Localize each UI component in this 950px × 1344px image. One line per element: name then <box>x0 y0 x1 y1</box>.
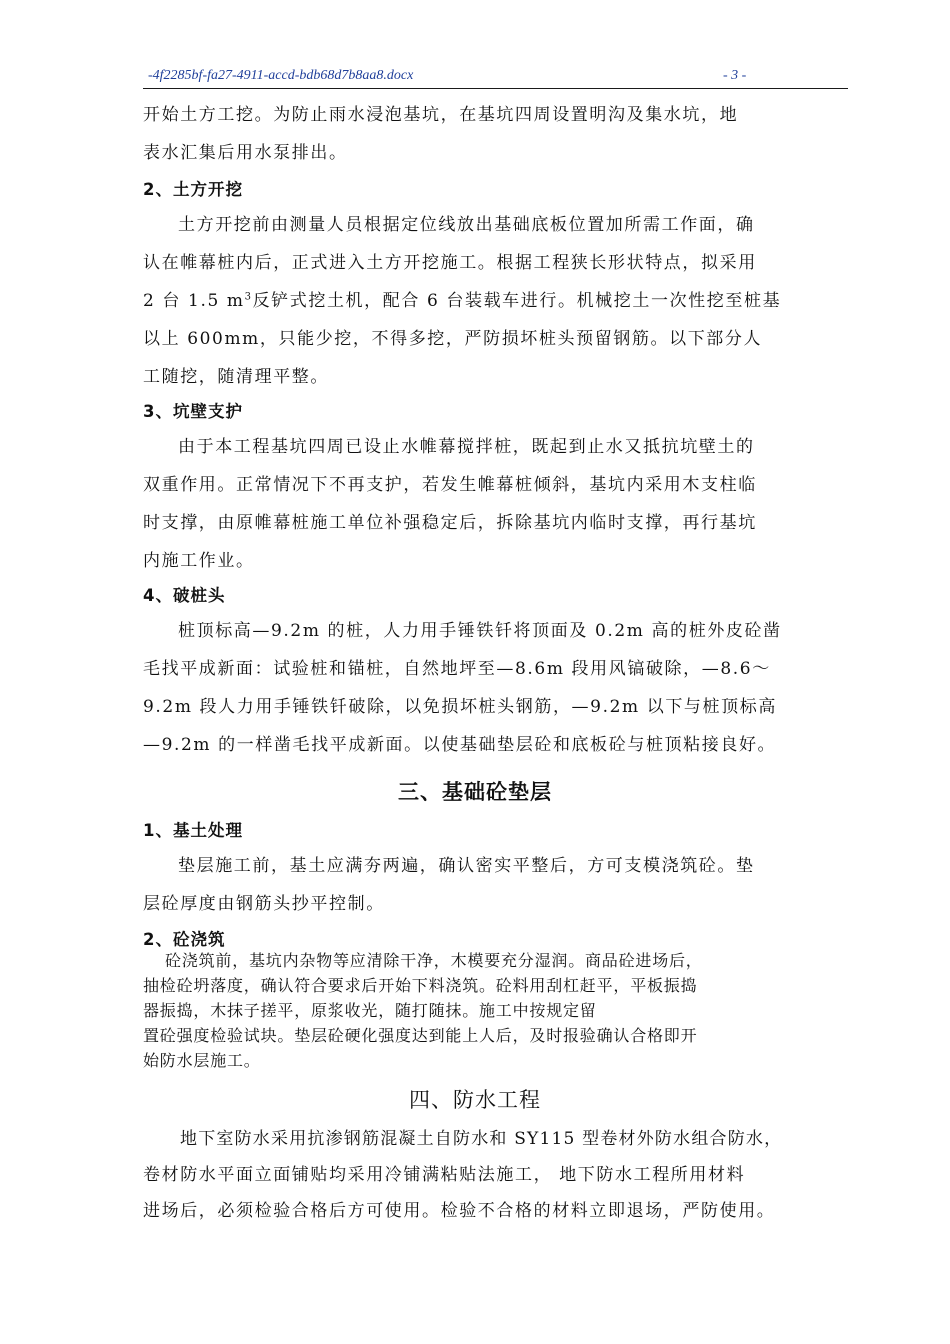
section-heading: 1、基土处理 <box>143 821 243 840</box>
paragraph-line: 表水汇集后用水泵排出。 <box>143 143 348 163</box>
chapter-title: 三、基础砼垫层 <box>398 780 552 804</box>
paragraph-line: 地下室防水采用抗渗钢筋混凝土自防水和 SY115 型卷材外防水组合防水， <box>180 1129 783 1149</box>
paragraph-line: 砼浇筑前，基坑内杂物等应清除干净，木模要充分湿润。商品砼进场后， <box>165 951 703 970</box>
paragraph-line: 9.2m 段人力用手锤铁钎破除，以免损坏桩头钢筋，—9.2m 以下与桩顶标高 <box>143 697 777 717</box>
header-page-number: - 3 - <box>723 68 747 83</box>
text-run: 反铲式挖土机，配合 6 台装载车进行。机械挖土一次性挖至桩基 <box>252 291 782 311</box>
header-filename: -4f2285bf-fa27-4911-accd-bdb68d7b8aa8.docx <box>148 68 414 83</box>
paragraph-line: 时支撑，由原帷幕桩施工单位补强稳定后，拆除基坑内临时支撑，再行基坑 <box>143 513 757 533</box>
chapter-title: 四、防水工程 <box>409 1088 541 1112</box>
paragraph-line: 认在帷幕桩内后，正式进入土方开挖施工。根据工程狭长形状特点，拟采用 <box>143 253 757 273</box>
paragraph-line: 双重作用。正常情况下不再支护，若发生帷幕桩倾斜，基坑内采用木支柱临 <box>143 475 757 495</box>
paragraph-line: 土方开挖前由测量人员根据定位线放出基础底板位置加所需工作面，确 <box>178 215 755 235</box>
paragraph-line: 桩顶标高—9.2m 的桩，人力用手锤铁钎将顶面及 0.2m 高的桩外皮砼凿 <box>178 621 782 641</box>
paragraph-line: 工随挖，随清理平整。 <box>143 367 329 387</box>
page-header <box>143 66 848 89</box>
paragraph-line: 开始土方工挖。为防止雨水浸泡基坑，在基坑四周设置明沟及集水坑，地 <box>143 105 739 125</box>
paragraph-line: 抽检砼坍落度，确认符合要求后开始下料浇筑。砼料用刮杠赶平，平板振捣 <box>143 976 698 995</box>
paragraph-line: 以上 600mm，只能少挖，不得多挖，严防损坏桩头预留钢筋。以下部分人 <box>143 329 763 349</box>
superscript: 3 <box>244 291 253 303</box>
paragraph-line: 置砼强度检验试块。垫层砼硬化强度达到能上人后，及时报验确认合格即开 <box>143 1026 698 1045</box>
paragraph-line: 垫层施工前，基土应满夯两遍，确认密实平整后，方可支模浇筑砼。垫 <box>178 856 755 876</box>
paragraph-line: 内施工作业。 <box>143 551 255 571</box>
paragraph-line: 卷材防水平面立面铺贴均采用冷铺满粘贴法施工， 地下防水工程所用材料 <box>143 1165 746 1185</box>
paragraph-line: —9.2m 的一样凿毛找平成新面。以使基础垫层砼和底板砼与桩顶粘接良好。 <box>143 735 777 755</box>
paragraph-line: 始防水层施工。 <box>143 1051 261 1070</box>
paragraph-line: 进场后，必须检验合格后方可使用。检验不合格的材料立即退场，严防使用。 <box>143 1201 776 1221</box>
paragraph-line: 毛找平成新面：试验桩和锚桩，自然地坪至—8.6m 段用风镐破除，—8.6～ <box>143 659 771 679</box>
paragraph-line <box>143 286 848 311</box>
text-run: 2 台 1.5 m <box>143 291 245 311</box>
paragraph-line: 器振捣，木抹子搓平，原浆收光，随打随抹。施工中按规定留 <box>143 1001 597 1020</box>
section-heading: 2、土方开挖 <box>143 180 243 199</box>
section-heading: 4、破桩头 <box>143 586 226 605</box>
paragraph-line: 层砼厚度由钢筋头抄平控制。 <box>143 894 385 914</box>
paragraph-line: 由于本工程基坑四周已设止水帷幕搅拌桩，既起到止水又抵抗坑壁土的 <box>178 437 755 457</box>
section-heading: 3、坑壁支护 <box>143 402 243 421</box>
section-heading: 2、砼浇筑 <box>143 930 226 949</box>
